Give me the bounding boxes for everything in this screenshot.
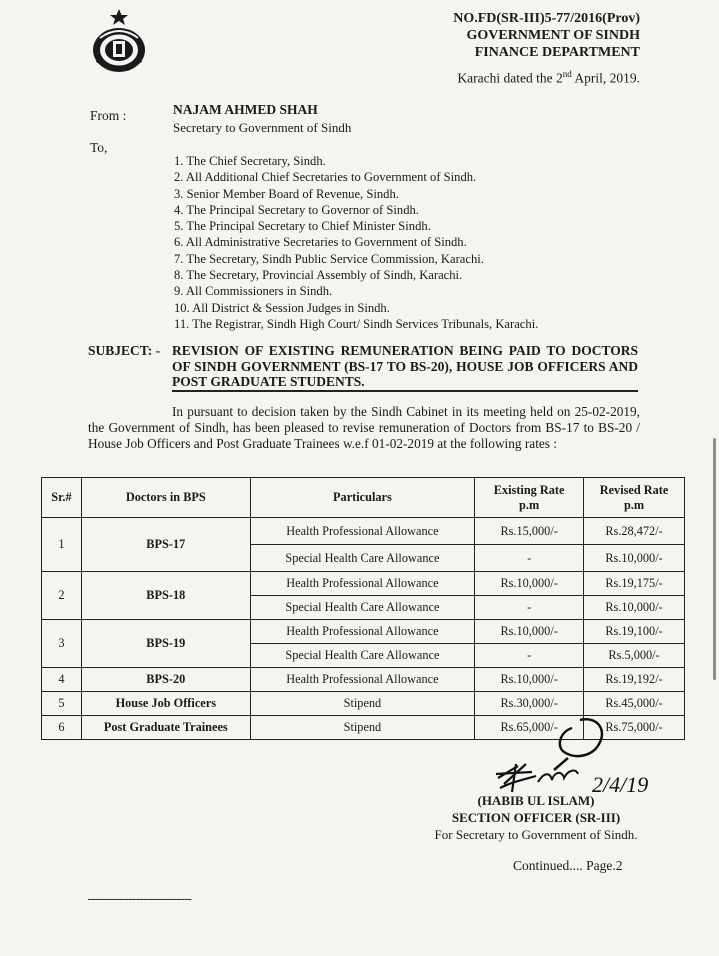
signatory-office: SECTION OFFICER (SR-III) [451,810,621,825]
recipient-item: 1. The Chief Secretary, Sindh. [174,154,326,168]
cell-sr: 4 [42,668,82,692]
cell-doctor: BPS-18 [81,572,250,620]
recipient-item: 8. The Secretary, Provincial Assembly of Sindh, Karachi. [174,268,463,283]
cell-revised: Rs.19,175/- [584,572,685,596]
cell-particular: Health Professional Allowance [250,572,475,596]
cell-particular: Health Professional Allowance [250,668,475,692]
to-label: To, [90,140,108,155]
cell-doctor: BPS-20 [81,668,250,692]
cell-existing: Rs.10,000/- [475,572,584,596]
cell-existing: Rs.65,000/- [475,716,584,740]
table-row [42,518,685,545]
signature-block [421,792,651,843]
cell-revised: Rs.10,000/- [584,596,685,620]
from-label: From : [90,108,127,123]
letter-header [453,10,640,87]
cell-existing: Rs.30,000/- [475,692,584,716]
cell-particular: Special Health Care Allowance [250,545,475,572]
recipient-item: 6. All Administrative Secretaries to Government of Sindh. [174,235,467,250]
cell-existing: - [475,596,584,620]
recipient-item: 3. Senior Member Board of Revenue, Sindh. [174,186,399,201]
cell-existing: - [475,545,584,572]
cell-revised: Rs.28,472/- [584,518,685,545]
header-particulars: Particulars [250,478,475,518]
cell-sr: 3 [42,620,82,668]
cell-revised: Rs.45,000/- [584,692,685,716]
header-existing-rate: Existing Rate p.m [475,478,584,518]
footer-print-mark: ▬▬▬▬▬▬▬▬▬▬▬▬▬▬▬▬▬▬▬▬▬▬▬▬▬▬▬▬ [88,897,192,901]
remuneration-table [41,477,685,740]
recipient-item: 10. All District & Session Judges in Sindh. [174,300,390,315]
header-revised-rate: Revised Rate p.m [584,478,685,518]
table-row [42,572,685,596]
subject-label: SUBJECT: - [88,343,161,358]
continued-note: Continued.... Page.2 [513,858,623,873]
cell-sr: 1 [42,518,82,572]
sindh-government-emblem [88,8,150,74]
recipient-item: 4. The Principal Secretary to Governor of Sindh. [174,202,419,217]
signatory-name: (HABIB UL ISLAM) [477,793,595,808]
table-header-row [42,478,685,518]
signatory-for-line: For Secretary to Government of Sindh. [434,827,638,842]
subject-text: REVISION OF EXISTING REMUNERATION BEING PAID TO DOCTORS OF SINDH GOVERNMENT (BS-17 TO BS-20), HOUSE JOB OFFICERS AND POST GRADUATE STUDENTS. [172,343,638,389]
svg-text:2/4/19: 2/4/19 [592,772,649,797]
cell-particular: Health Professional Allowance [250,518,475,545]
header-sr: Sr.# [42,478,82,518]
cell-doctor: Post Graduate Trainees [81,716,250,740]
cell-particular: Health Professional Allowance [250,620,475,644]
cell-sr: 5 [42,692,82,716]
cell-particular: Special Health Care Allowance [250,596,475,620]
recipient-list [174,153,538,332]
cell-existing: Rs.15,000/- [475,518,584,545]
recipient-item: 2. All Additional Chief Secretaries to Government of Sindh. [174,170,477,185]
subject-underline [172,390,638,392]
recipient-item: 5. The Principal Secretary to Chief Minister Sindh. [174,219,431,234]
cell-particular: Special Health Care Allowance [250,644,475,668]
sender-name: NAJAM AHMED SHAH [173,102,318,117]
body-paragraph: In pursuant to decision taken by the Sindh Cabinet in its meeting held on 25-02-2019, the Government of Sindh, has been pleased to revise remuneration of Doctors from BS-17 to BS-20 / House Job Officers and Post Graduate Trainees w.e.f 01-02-2019 at the following rates : [88,404,640,451]
cell-doctor: BPS-17 [81,518,250,572]
cell-existing: Rs.10,000/- [475,668,584,692]
cell-existing: - [475,644,584,668]
cell-doctor: House Job Officers [81,692,250,716]
letter-date: Karachi dated the 2nd April, 2019. [457,69,640,86]
cell-revised: Rs.75,000/- [584,716,685,740]
scroll-indicator[interactable] [713,438,716,680]
recipient-item: 9. All Commissioners in Sindh. [174,284,333,299]
recipient-item: 7. The Secretary, Sindh Public Service Commission, Karachi. [174,251,484,266]
department-name: FINANCE DEPARTMENT [474,45,640,60]
cell-revised: Rs.5,000/- [584,644,685,668]
cell-revised: Rs.19,192/- [584,668,685,692]
recipient-item: 11. The Registrar, Sindh High Court/ Sindh Services Tribunals, Karachi. [174,316,539,331]
government-name: GOVERNMENT OF SINDH [466,28,640,43]
table-row [42,668,685,692]
cell-sr: 6 [42,716,82,740]
cell-doctor: BPS-19 [81,620,250,668]
cell-revised: Rs.10,000/- [584,545,685,572]
cell-revised: Rs.19,100/- [584,620,685,644]
header-doctors: Doctors in BPS [81,478,250,518]
cell-existing: Rs.10,000/- [475,620,584,644]
cell-particular: Stipend [250,716,475,740]
reference-number: NO.FD(SR-III)5-77/2016(Prov) [453,11,640,26]
cell-sr: 2 [42,572,82,620]
table-row [42,620,685,644]
sender-title: Secretary to Government of Sindh [173,120,352,135]
cell-particular: Stipend [250,692,475,716]
